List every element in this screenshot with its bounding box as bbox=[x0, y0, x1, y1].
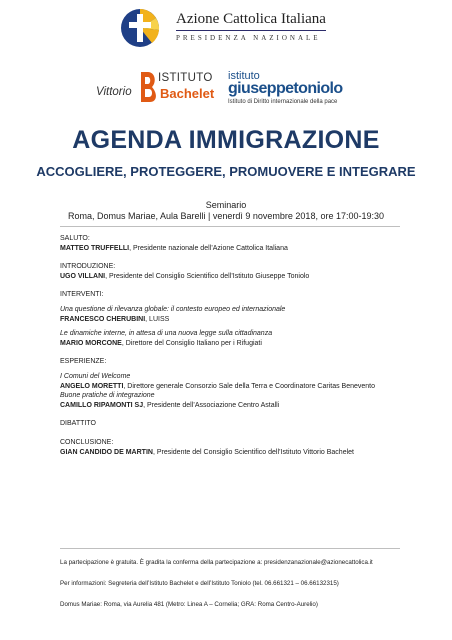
speaker-name: MARIO MORCONE bbox=[60, 339, 122, 347]
top-divider bbox=[60, 226, 400, 227]
speaker-name: MATTEO TRUFFELLI bbox=[60, 244, 130, 252]
bachelet-name: Bachelet bbox=[160, 86, 215, 101]
footer-participation: La partecipazione è gratuita. È gradita la conferma della partecipazione a: presidenzanazionale@azionecattolica.it bbox=[60, 559, 373, 566]
saluto-heading: SALUTO: bbox=[60, 235, 90, 242]
interventi-heading: INTERVENTI: bbox=[60, 291, 104, 299]
event-type: Seminario bbox=[205, 200, 247, 210]
speaker-name: CAMILLO RIPAMONTI SJ bbox=[60, 401, 144, 409]
speaker-role: , Presidente del Consiglio Scientifico dell’Istituto Giuseppe Toniolo bbox=[105, 272, 310, 280]
speaker-name: FRANCESCO CHERUBINI bbox=[60, 315, 146, 323]
bachelet-b-icon bbox=[138, 70, 160, 104]
speaker-role: , Presidente dell’Associazione Centro Astalli bbox=[143, 401, 280, 409]
conclusione-speaker bbox=[60, 448, 400, 458]
speaker-name: GIAN CANDIDO DE MARTIN bbox=[60, 448, 153, 456]
ac-subtitle: PRESIDENZA NAZIONALE bbox=[176, 34, 321, 42]
azione-cattolica-emblem-icon bbox=[120, 8, 160, 48]
bottom-divider bbox=[60, 548, 400, 549]
talk-title: Le dinamiche interne, in attesa di una nuova legge sulla cittadinanza bbox=[60, 330, 273, 338]
toniolo-name: giuseppetoniolo bbox=[228, 80, 343, 97]
talk-title: Una questione di rilevanza globale: il contesto europeo ed internazionale bbox=[60, 305, 286, 313]
speaker-role: , Presidente del Consiglio Scientifico dell’Istituto Vittorio Bachelet bbox=[152, 448, 354, 456]
toniolo-tagline: Istituto di Diritto internazionale della pace bbox=[228, 99, 338, 105]
saluto-speaker bbox=[60, 244, 400, 254]
talk-title: I Comuni del Welcome bbox=[60, 372, 131, 380]
speaker-name: UGO VILLANI bbox=[60, 272, 106, 280]
toniolo-logo bbox=[228, 70, 358, 106]
speaker-role: , Direttore generale Consorzio Sale della Terra e Coordinatore Caritas Benevento bbox=[123, 382, 376, 390]
esperienze-speaker-1 bbox=[60, 382, 400, 392]
esperienze-heading: ESPERIENZE: bbox=[60, 358, 107, 366]
bachelet-logo bbox=[96, 70, 220, 106]
ac-name: Azione Cattolica Italiana bbox=[176, 11, 326, 27]
page-title: AGENDA IMMIGRAZIONE bbox=[72, 126, 380, 154]
page-subtitle: ACCOGLIERE, PROTEGGERE, PROMUOVERE E INTEGRARE bbox=[36, 164, 416, 179]
dibattito-heading: DIBATTITO bbox=[60, 420, 96, 428]
esperienze-speaker-2 bbox=[60, 401, 400, 411]
program bbox=[60, 234, 400, 457]
speaker-name: ANGELO MORETTI bbox=[60, 382, 124, 390]
event-venue-date: Roma, Domus Mariae, Aula Barelli | venerdì 9 novembre 2018, ore 17:00-19:30 bbox=[67, 211, 384, 221]
footer-info: Per informazioni: Segreteria dell’Istituto Bachelet e dell’Istituto Toniolo (tel. 06.661321 – 06.66132315) bbox=[60, 580, 339, 587]
interventi-speaker-2 bbox=[60, 339, 400, 349]
talk-title: Buone pratiche di integrazione bbox=[60, 392, 155, 400]
toniolo-istituto: istituto bbox=[228, 70, 260, 82]
ac-divider bbox=[176, 30, 326, 31]
conclusione-heading: CONCLUSIONE: bbox=[60, 438, 114, 446]
footer-address: Domus Mariae: Roma, via Aurelia 481 (Metro: Linea A – Cornelia; GRA: Roma Centro-Aurelio) bbox=[60, 601, 318, 608]
interventi-speaker-1 bbox=[60, 315, 400, 325]
introduzione-heading: INTRODUZIONE: bbox=[60, 263, 116, 271]
introduzione-speaker bbox=[60, 272, 400, 282]
speaker-role: , Direttore del Consiglio Italiano per i Rifugiati bbox=[121, 339, 262, 347]
speaker-role: , LUISS bbox=[145, 315, 170, 323]
bachelet-vittorio: Vittorio bbox=[96, 86, 132, 98]
azione-cattolica-logo bbox=[120, 8, 330, 52]
bachelet-istituto: ISTITUTO bbox=[158, 72, 213, 84]
speaker-role: , Presidente nazionale dell’Azione Cattolica Italiana bbox=[129, 244, 288, 252]
